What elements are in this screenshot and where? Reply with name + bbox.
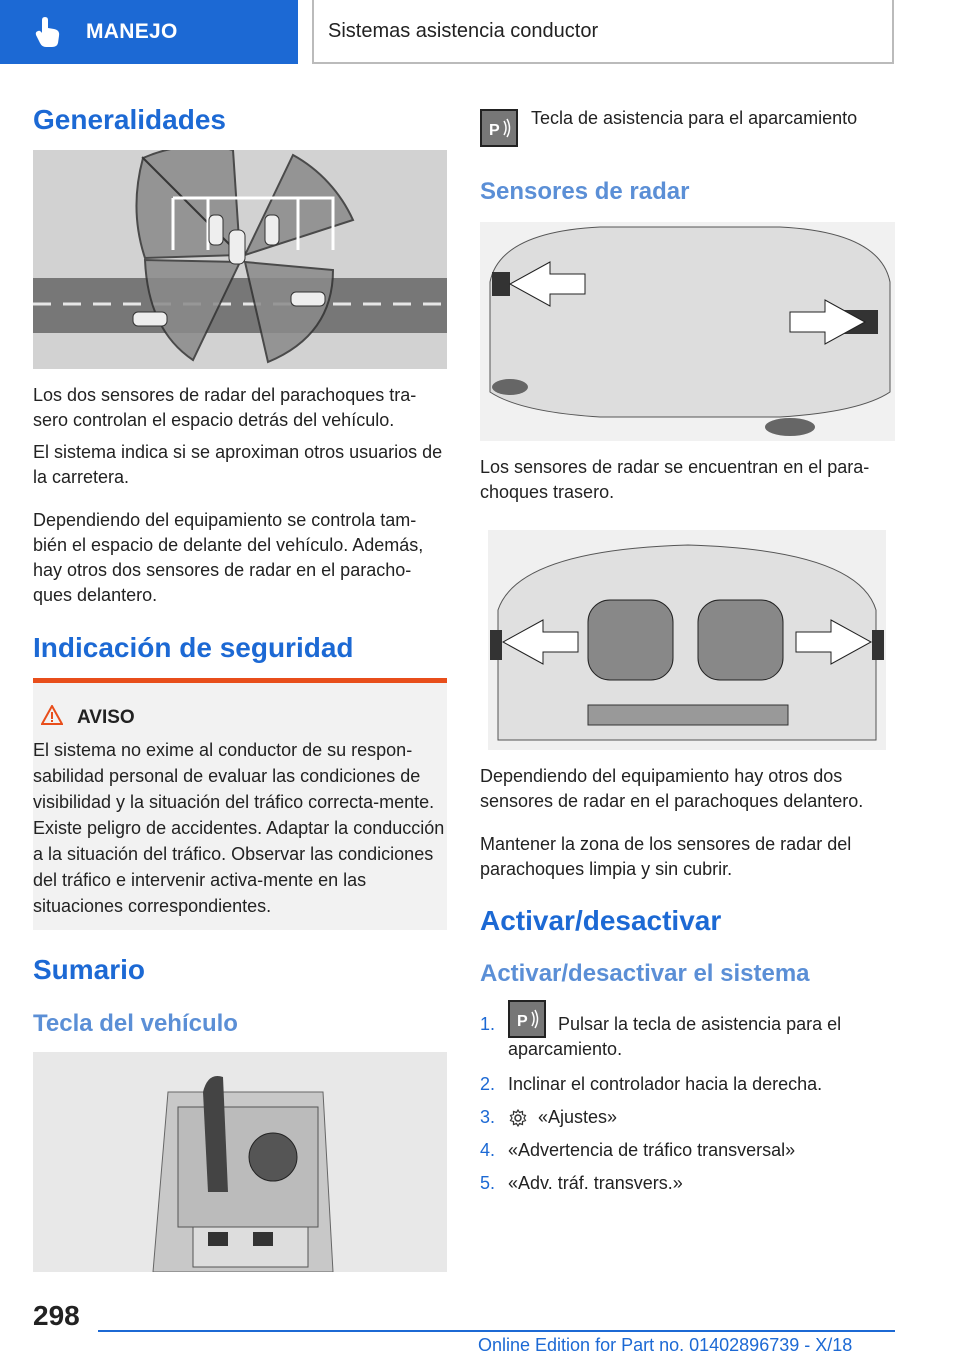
footer-divider: [98, 1330, 895, 1332]
heading-generalidades: Generalidades: [33, 104, 226, 135]
gear-icon: [508, 1108, 528, 1128]
parking-assist-key-icon: [480, 109, 518, 147]
footer-edition: Online Edition for Part no. 01402896739 - X/18: [478, 1335, 853, 1355]
svg-text:P: P: [517, 1013, 528, 1030]
heading-activar: Activar/desactivar: [480, 905, 722, 936]
key-caption: Tecla de asistencia para el aparcamiento: [531, 108, 858, 128]
heading-seguridad: Indicación de seguridad: [33, 632, 354, 663]
console-illustration: [33, 1052, 447, 1272]
paragraph-rear: Los sensores de radar se encuentran en el para-choques trasero.: [480, 457, 870, 502]
svg-text:P: P: [489, 122, 500, 139]
page-number: 298: [33, 1300, 80, 1331]
section-title: MANEJO: [86, 20, 178, 43]
paragraph-1: Los dos sensores de radar del parachoques tra-sero controlan el espacio detrás del vehículo.: [33, 385, 417, 430]
paragraph-2: El sistema indica si se aproximan otros usuarios de la carretera.: [33, 442, 443, 487]
chapter-title: Sistemas asistencia conductor: [328, 19, 599, 42]
hand-icon: [34, 15, 64, 49]
paragraph-keep-clean: Mantener la zona de los sensores de radar del parachoques limpia y sin cubrir.: [480, 834, 852, 879]
heading-sumario: Sumario: [33, 954, 146, 985]
front-bumper-illustration: [488, 530, 886, 750]
paragraph-front: Dependiendo del equipamiento hay otros dos sensores de radar en el parachoques delantero.: [480, 766, 864, 811]
chapter-header: [312, 0, 894, 64]
warning-triangle-icon: [41, 705, 63, 725]
warning-box: [33, 678, 447, 930]
radar-coverage-illustration: [33, 150, 447, 369]
warning-title: AVISO: [77, 707, 135, 728]
rear-bumper-illustration: [480, 222, 895, 441]
heading-tecla-vehiculo: Tecla del vehículo: [33, 1010, 238, 1037]
heading-sensores-radar: Sensores de radar: [480, 178, 690, 205]
warning-text: El sistema no exime al conductor de su respon-sabilidad personal de evaluar las condiciones de visibilidad y la situación del tráfico correcta-mente. Existe peligro de accidentes. Adaptar la conducción a la situación del tráfico. Observar las condiciones del tráfico e intervenir activa-mente en las situaciones correspondientes.: [33, 740, 445, 916]
heading-activar-sistema: Activar/desactivar el sistema: [480, 960, 810, 987]
section-tab[interactable]: [0, 0, 298, 64]
paragraph-3: Dependiendo del equipamiento se controla tam-bién el espacio de delante del vehículo. Además, hay otros dos sensores de radar en el paracho-ques delantero.: [33, 510, 424, 605]
